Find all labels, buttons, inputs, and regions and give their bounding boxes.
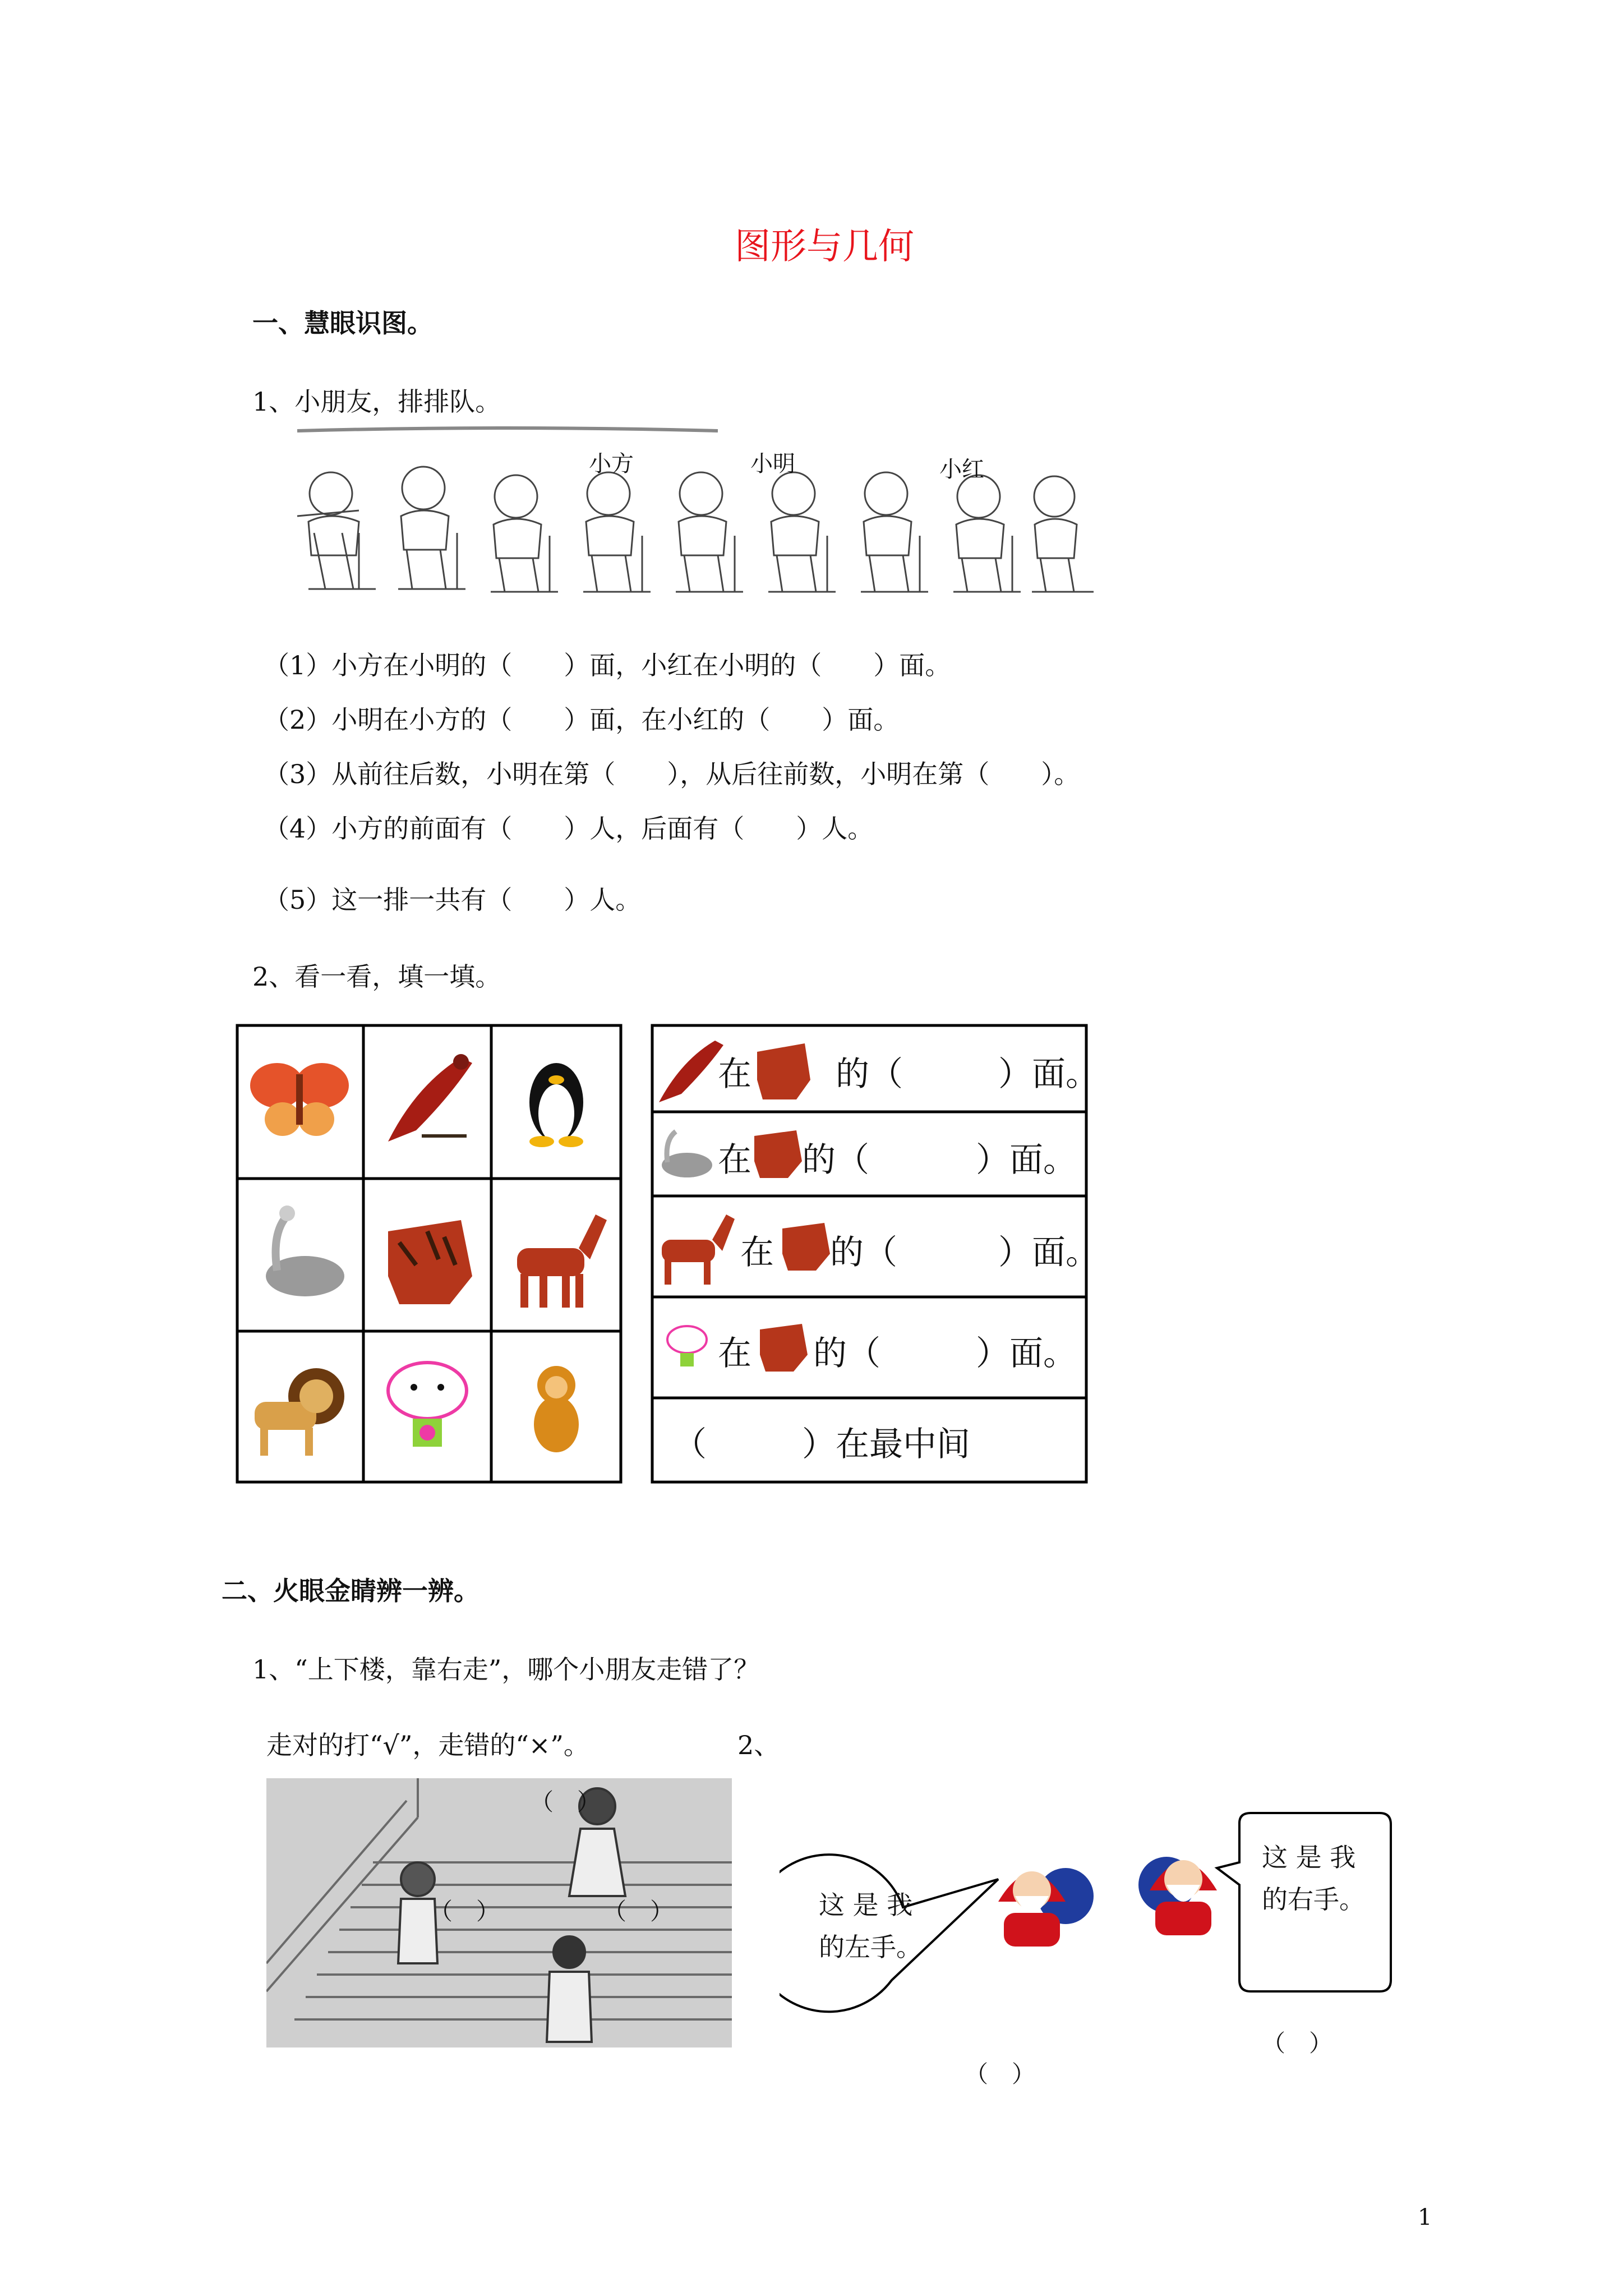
tiger-icon (757, 1043, 810, 1099)
animal-grid (236, 1024, 623, 1484)
s2-q2-label: 2、 (737, 1730, 780, 1760)
row3-zai: 在 (740, 1233, 774, 1272)
bubble-right-line1: 这 是 我 (1262, 1842, 1356, 1872)
bubble-left-line2: 的左手。 (819, 1932, 922, 1962)
section2-heading: 二、火眼金睛辨一辨。 (222, 1576, 479, 1606)
penguin-icon (529, 1063, 583, 1147)
bubble-right-line2: 的右手。 (1262, 1884, 1365, 1915)
q1-item-1: （1）小方在小明的（ ）面，小红在小明的（ ）面。 (264, 650, 951, 680)
row1-zai: 在 (718, 1055, 751, 1094)
q2-label: 2、看一看，填一填。 (252, 961, 501, 992)
q1-item-2: （2）小明在小方的（ ）面，在小红的（ ）面。 (264, 705, 900, 735)
santa-icon (1138, 1857, 1217, 1935)
kid-label-xiaohong: 小红 (939, 457, 984, 482)
tiger-icon (388, 1220, 472, 1304)
goose-icon (266, 1205, 344, 1296)
q1-item-5: （5）这一排一共有（ ）人。 (264, 885, 642, 915)
row5-open: （ (673, 1425, 707, 1464)
tiger-icon (782, 1223, 830, 1271)
section1-heading: 一、慧眼识图。 (252, 308, 433, 338)
row5-close: ）在最中间 (802, 1425, 970, 1464)
s2-q1-label: 1、“上下楼，靠右走”，哪个小朋友走错了？ (252, 1654, 760, 1685)
stairs-illustration (266, 1778, 732, 2047)
answer-paren-right[interactable]: （ ） (603, 1898, 674, 1925)
row4-end: ）面。 (976, 1334, 1077, 1373)
tiger-icon (754, 1130, 802, 1178)
cat-face-icon (667, 1326, 707, 1366)
q1-item-4: （4）小方的前面有（ ）人，后面有（ ）人。 (264, 813, 874, 844)
row1-end: ）面。 (998, 1055, 1099, 1094)
row2-zai: 在 (718, 1140, 751, 1180)
row3-de: 的（ (830, 1233, 897, 1272)
page-number: 1 (1418, 2205, 1432, 2230)
answer-paren-left[interactable]: （ ） (429, 1898, 500, 1925)
answer-paren-top[interactable]: （ ） (530, 1788, 601, 1816)
answer-paren-santa-right[interactable]: （ ） (1262, 2030, 1333, 2057)
cat-face-icon (388, 1363, 467, 1447)
row1-de: 的（ (836, 1055, 903, 1094)
fill-table (651, 1024, 1099, 1484)
s2-q1-instruction: 走对的打“√”，走错的“×”。 (266, 1730, 589, 1760)
row4-de: 的（ (813, 1334, 880, 1373)
goose-icon (662, 1131, 712, 1177)
horse-icon (517, 1214, 607, 1308)
q1-label: 1、小朋友，排排队。 (252, 386, 501, 417)
row2-de: 的（ (802, 1140, 869, 1180)
q1-item-3: （3）从前往后数，小明在第（ ），从后往前数，小明在第（ ）。 (264, 759, 1080, 789)
tiger-icon (760, 1324, 808, 1372)
santa-icon (998, 1868, 1094, 1947)
santa-left-scene (780, 1812, 1094, 2053)
bubble-left-line1: 这 是 我 (819, 1890, 913, 1920)
page-title: 图形与几何 (735, 226, 914, 268)
row3-end: ）面。 (998, 1233, 1099, 1272)
row2-end: ）面。 (976, 1140, 1077, 1180)
horse-icon (662, 1214, 735, 1285)
lion-icon (255, 1368, 344, 1456)
kid-label-xiaofang: 小方 (589, 451, 634, 477)
monkey-icon (534, 1366, 579, 1452)
santa-right-scene (1133, 1806, 1402, 1997)
answer-paren-santa-left[interactable]: （ ） (965, 2060, 1036, 2088)
row4-zai: 在 (718, 1334, 751, 1373)
butterfly-icon (250, 1063, 349, 1136)
bird-icon (388, 1054, 472, 1142)
kid-label-xiaoming: 小明 (750, 451, 795, 477)
bird-icon (659, 1041, 723, 1102)
